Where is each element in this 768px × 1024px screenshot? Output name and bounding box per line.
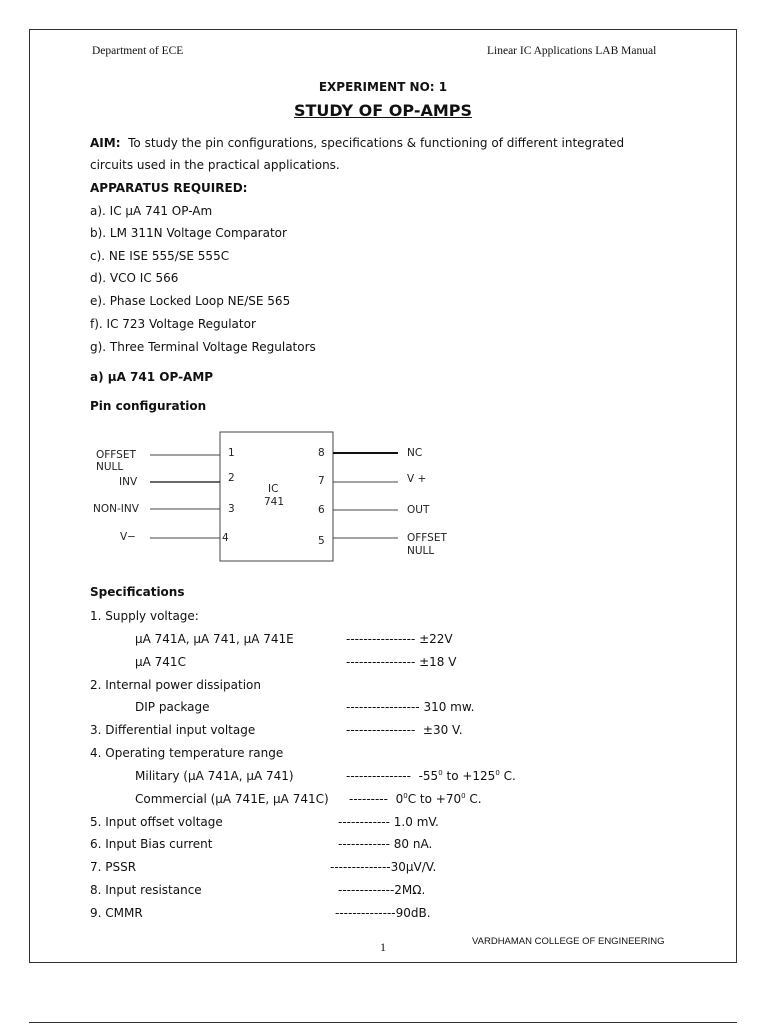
spec-4b-label: Commercial (µA 741E, µA 741C) (135, 792, 329, 806)
pin-8-label: NC (407, 447, 423, 459)
header-manual-title: Linear IC Applications LAB Manual (487, 45, 657, 57)
pin-4-label: V− (120, 531, 136, 543)
apparatus-item: c). NE ISE 555/SE 555C (90, 249, 230, 263)
spec-4a-value: --------------- $-55^0$ to $+125^0$ C. (346, 769, 516, 783)
page-bottom-divider (29, 1022, 737, 1023)
specifications-heading: Specifications (90, 585, 185, 599)
pin-7-label: V + (407, 473, 427, 485)
spec-3-label: 3. Differential input voltage (90, 723, 256, 737)
spec-6-label: 6. Input Bias current (90, 837, 213, 851)
apparatus-item: a). IC µA 741 OP-Am (90, 204, 213, 218)
pin-6-number: 6 (318, 504, 325, 516)
spec-6-value: ------------ 80 nA. (338, 837, 433, 851)
spec-7-label: 7. PSSR (90, 860, 137, 874)
apparatus-item: e). Phase Locked Loop NE/SE 565 (90, 294, 291, 308)
spec-1b-label: µA 741C (135, 655, 186, 669)
apparatus-item: f). IC 723 Voltage Regulator (90, 317, 256, 331)
spec-4: 4. Operating temperature range (90, 746, 284, 760)
section-a-heading: a) µA 741 OP-AMP (90, 370, 214, 384)
pin-2-label: INV (119, 476, 138, 488)
aim-label: AIM: (90, 136, 121, 150)
pin-2-number: 2 (228, 472, 235, 484)
spec-8-label: 8. Input resistance (90, 883, 202, 897)
page-title: STUDY OF OP-AMPS (293, 101, 473, 120)
spec-3-value: ---------------- ±30 V. (346, 723, 463, 737)
pin-3-label: NON-INV (93, 503, 139, 515)
page-number: 1 (380, 940, 386, 954)
spec-4b-value: --------- $0^0C$ to $+70^0$ C. (349, 792, 482, 806)
apparatus-item: g). Three Terminal Voltage Regulators (90, 340, 316, 354)
spec-9-label: 9. CMMR (90, 906, 143, 920)
spec-2: 2. Internal power dissipation (90, 678, 261, 692)
pin-5-label: OFFSET (407, 532, 447, 544)
spec-2a-label: DIP package (135, 700, 210, 714)
spec-4a-label: Military (µA 741A, µA 741) (135, 769, 294, 783)
pin-config-heading: Pin configuration (90, 399, 207, 413)
pin-7-number: 7 (318, 475, 325, 487)
pin-3-number: 3 (228, 503, 235, 515)
pin-5-number: 5 (318, 535, 325, 547)
apparatus-heading: APPARATUS REQUIRED: (90, 181, 248, 195)
aim-text-1: To study the pin configurations, specifications & functioning of different integrated (128, 136, 625, 150)
spec-1b-value: ---------------- ±18 V (346, 655, 457, 669)
ic-label: IC (268, 483, 279, 495)
pin-1-label-2: NULL (96, 461, 124, 473)
footer-college: VARDHAMAN COLLEGE OF ENGINEERING (472, 936, 665, 947)
spec-1: 1. Supply voltage: (90, 609, 199, 623)
apparatus-item: d). VCO IC 566 (90, 271, 179, 285)
pin-4-number: 4 (222, 532, 229, 544)
spec-1a-value: ---------------- ±22V (346, 632, 453, 646)
pin-1-label: OFFSET (96, 449, 136, 461)
spec-2a-value: ----------------- 310 mw. (346, 700, 475, 714)
spec-9-value: --------------90dB. (335, 906, 431, 920)
spec-8-value: -------------2MΩ. (338, 883, 426, 897)
spec-7-value: --------------30µV/V. (330, 860, 437, 874)
spec-5-label: 5. Input offset voltage (90, 815, 223, 829)
spec-1a-label: µA 741A, µA 741, µA 741E (135, 632, 294, 646)
aim-text-2: circuits used in the practical applications. (90, 158, 340, 172)
apparatus-item: b). LM 311N Voltage Comparator (90, 226, 287, 240)
pin-8-number: 8 (318, 447, 325, 459)
experiment-number: EXPERIMENT NO: 1 (318, 80, 448, 94)
ic-number-label: 741 (264, 496, 285, 508)
pin-6-label: OUT (407, 504, 430, 516)
spec-5-value: ------------ 1.0 mV. (338, 815, 439, 829)
pin-1-number: 1 (228, 447, 235, 459)
pin-5-label-2: NULL (407, 545, 435, 557)
header-department: Department of ECE (92, 45, 184, 57)
